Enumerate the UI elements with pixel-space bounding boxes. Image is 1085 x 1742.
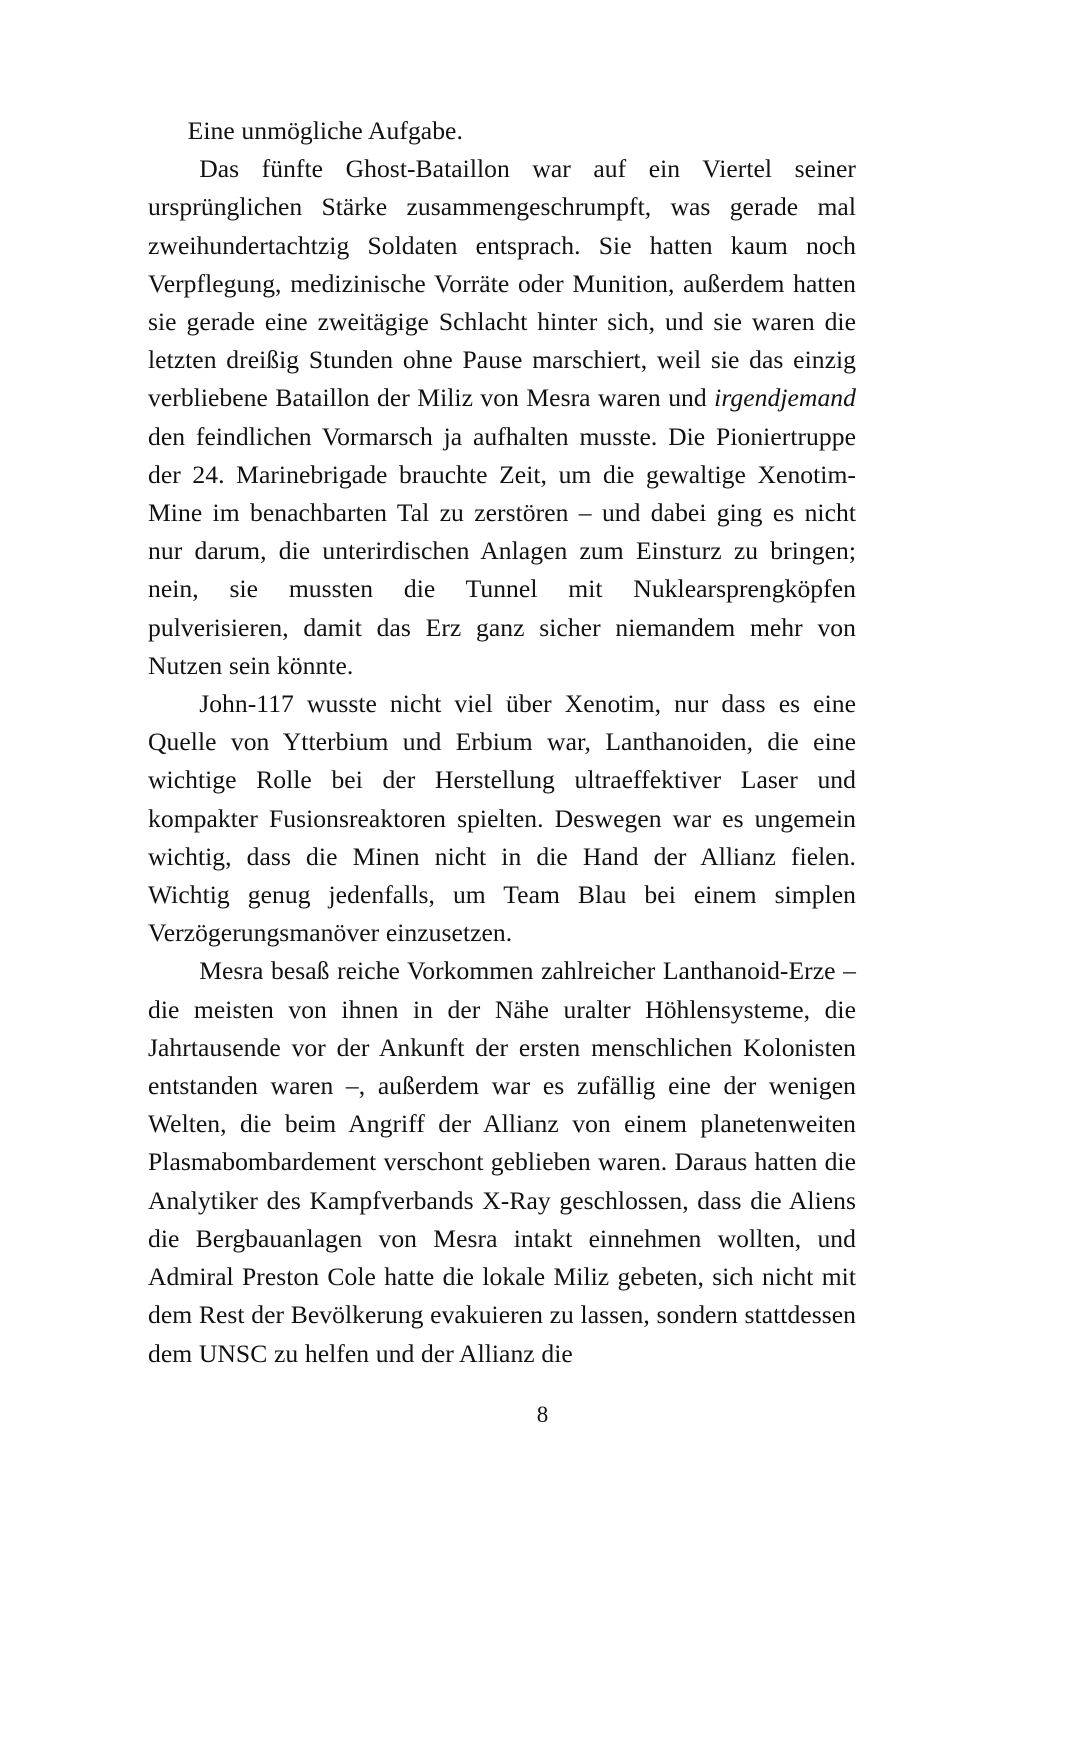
- page-text-block: [148, 112, 856, 1373]
- paragraph-1-text-before-italic: Das fünfte Ghost-Bataillon war auf ein Viertel seiner ursprünglichen Stärke zusammengeschrumpft, was gerade mal zweihundertachtzig Soldaten entsprach. Sie hatten kaum noch Verpflegung, medizinische Vorräte oder Munition, außerdem hatten sie gerade eine zweitägige Schlacht hinter sich, und sie waren die letzten dreißig Stunden ohne Pause marschiert, weil sie das einzig verbliebene Bataillon der Miliz von Mesra waren und: [148, 154, 856, 413]
- paragraph-3: Mesra besaß reiche Vorkommen zahlreicher Lanthanoid-Erze – die meisten von ihnen in der Nähe uralter Höhlensysteme, die Jahrtausende vor der Ankunft der ersten menschlichen Kolonisten entstanden waren –, außerdem war es zufällig eine der wenigen Welten, die beim Angriff der Allianz von einem planetenweiten Plasmabombardement verschont geblieben waren. Daraus hatten die Analytiker des Kampfverbands X-Ray geschlossen, dass die Aliens die Bergbauanlagen von Mesra intakt einnehmen wollten, und Admiral Preston Cole hatte die lokale Miliz gebeten, sich nicht mit dem Rest der Bevölkerung evakuieren zu lassen, sondern stattdessen dem UNSC zu helfen und der Allianz die: [148, 956, 856, 1368]
- opening-line: Eine unmögliche Aufgabe.: [187, 116, 463, 145]
- paragraph-1-text-after-italic: den feindlichen Vormarsch ja aufhalten musste. Die Pioniertruppe der 24. Marinebrigade brauchte Zeit, um die gewaltige Xenotim-Mine im benachbarten Tal zu zerstören – und dabei ging es nicht nur darum, die unterirdischen Anlagen zum Einsturz zu bringen; nein, sie mussten die Tunnel mit Nuklearsprengköpfen pulverisieren, damit das Erz ganz sicher niemandem mehr von Nutzen sein könnte.: [148, 421, 856, 680]
- paragraph-1: [148, 150, 856, 685]
- page-number: 8: [536, 1402, 549, 1427]
- paragraph-opening: [148, 112, 856, 150]
- paragraph-2: John-117 wusste nicht viel über Xenotim, nur dass es eine Quelle von Ytterbium und Erbium war, Lanthanoiden, die eine wichtige Rolle bei der Herstellung ultraeffektiver Laser und kompakter Fusionsreaktoren spielten. Deswegen war es ungemein wichtig, dass die Minen nicht in die Hand der Allianz fielen. Wichtig genug jedenfalls, um Team Blau bei einem simplen Verzögerungsmanöver einzusetzen.: [148, 689, 856, 948]
- emphasis-irgendjemand: irgendjemand: [714, 383, 856, 413]
